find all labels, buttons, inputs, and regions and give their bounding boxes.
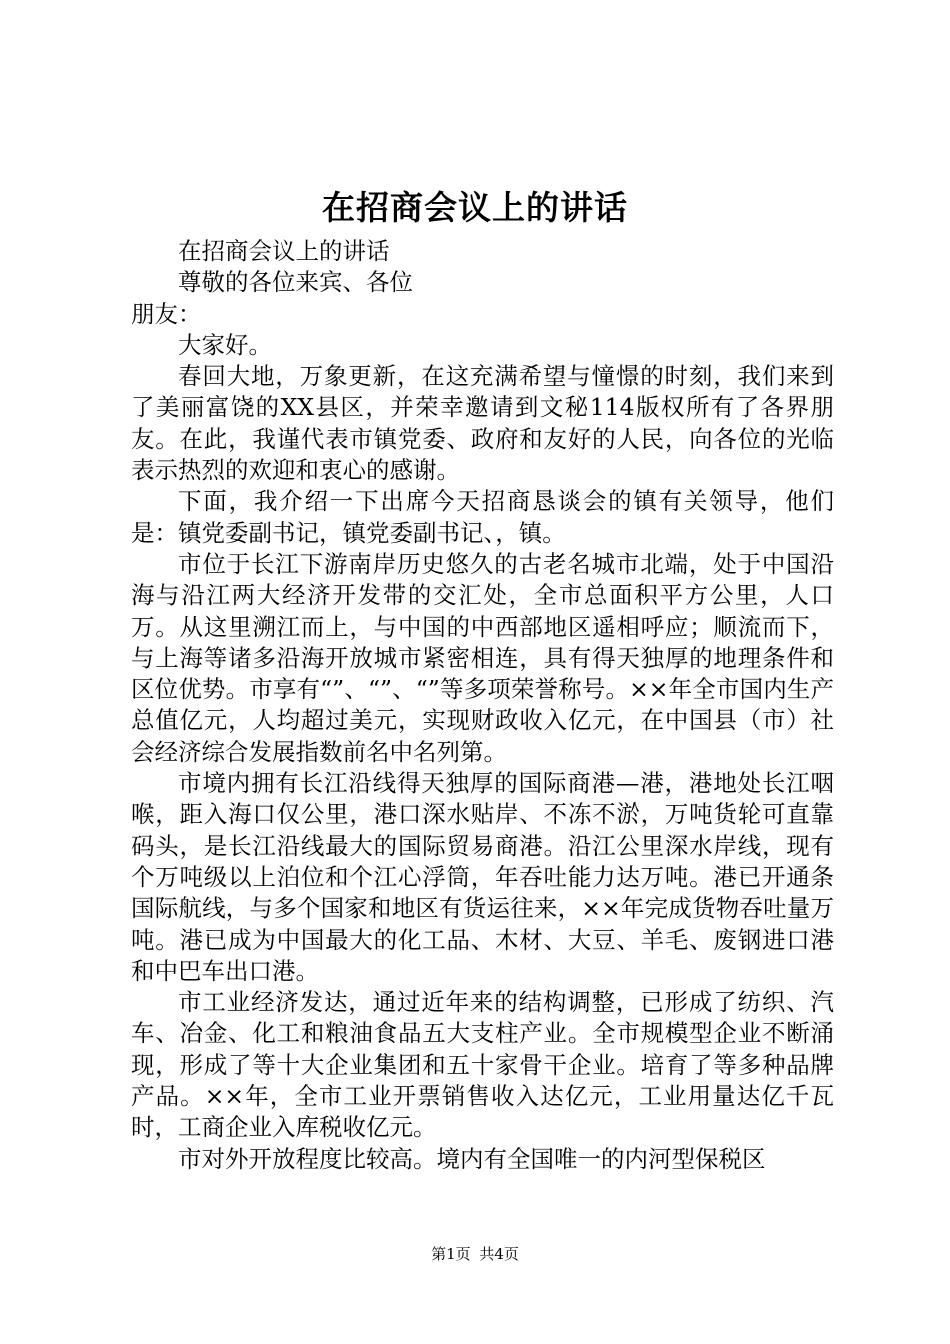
paragraph-port: 市境内拥有长江沿线得天独厚的国际商港—港，港地处长江咽喉，距入海口仅公里，港口深水贴岸、不冻不淤，万吨货轮可直靠码头，是长江沿线最大的国际贸易商港。沿江公里深水岸线，现有个万吨级以上泊位和个江心浮筒，年吞吐能力达万吨。港已开通条国际航线，与多个国家和地区有货运往来，××年完成货物吞吐量万吨。港已成为中国最大的化工品、木材、大豆、羊毛、废钢进口港和中巴车出口港。: [131, 769, 834, 985]
paragraph-city-overview: 市位于长江下游南岸历史悠久的古老名城市北端，处于中国沿海与沿江两大经济开发带的交汇处，全市总面积平方公里，人口万。从这里溯江而上，与中国的中西部地区遥相呼应；顺流而下，与上海等诸多沿海开放城市紧密相连，具有得天独厚的地理条件和区位优势。市享有“”、“”、“”等多项荣誉称号。××年全市国内生产总值亿元，人均超过美元，实现财政收入亿元，在中国县（市）社会经济综合发展指数前名中名列第。: [131, 549, 834, 766]
page-footer: [0, 1244, 950, 1264]
page-total: 共4页: [479, 1245, 519, 1263]
document-body: [131, 236, 834, 1175]
paragraph-industry: 市工业经济发达，通过近年来的结构调整，已形成了纺织、汽车、冶金、化工和粮油食品五大支柱产业。全市规模型企业不断涌现，形成了等十大企业集团和五十家骨干企业。培育了等多种品牌产品。××年，全市工业开票销售收入达亿元，工业用量达亿千瓦时，工商企业入库税收亿元。: [131, 988, 834, 1142]
document-title: 在招商会议上的讲话: [322, 188, 628, 227]
page-number: 第1页: [431, 1245, 471, 1263]
paragraph-opening-up: 市对外开放程度比较高。境内有全国唯一的内河型保税区: [178, 1144, 766, 1173]
paragraph-subtitle: 在招商会议上的讲话: [178, 237, 390, 265]
paragraph-greeting: 大家好。: [178, 330, 272, 359]
paragraph-introduction: 下面，我介绍一下出席今天招商恳谈会的镇有关领导，他们是：镇党委副书记，镇党委副书记、，镇。: [131, 487, 834, 547]
paragraph-welcome: 春回大地，万象更新，在这充满希望与憧憬的时刻，我们来到了美丽富饶的XX县区，并荣幸邀请到文秘114版权所有了各界朋友。在此，我谨代表市镇党委、政府和友好的人民，向各位的光临表示热烈的欢迎和衷心的感谢。: [131, 362, 834, 485]
paragraph-salutation: 尊敬的各位来宾、各位朋友：: [131, 268, 413, 328]
